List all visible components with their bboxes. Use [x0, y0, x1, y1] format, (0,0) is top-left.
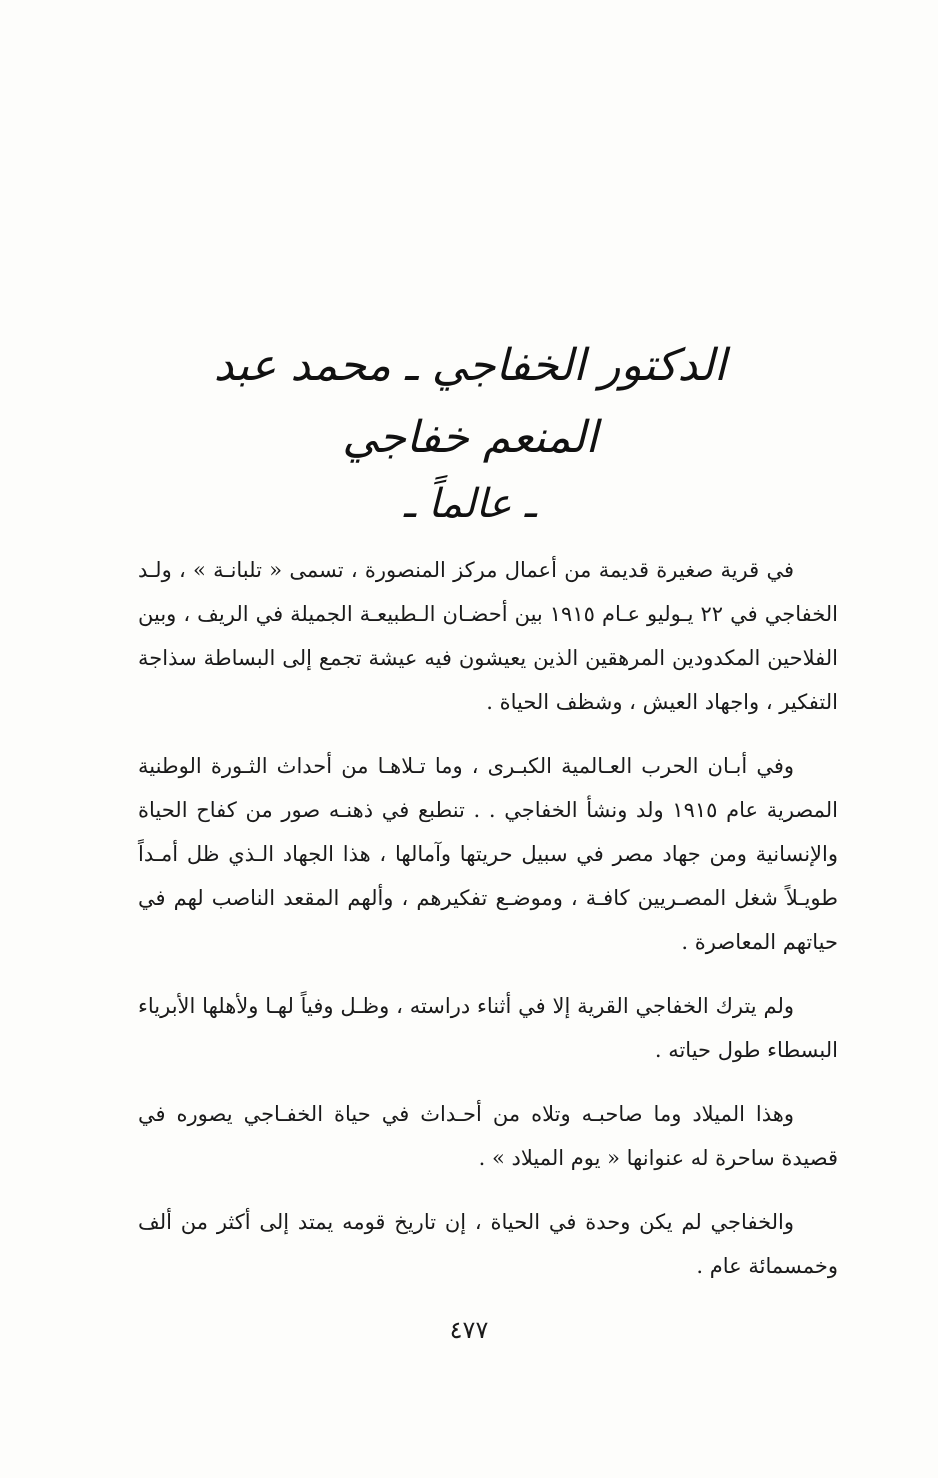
paragraph-3: ولم يترك الخفاجي القرية إلا في أثناء دراسته ، وظـل وفياً لهـا ولأهلها الأبرياء البسطاء طول حياته .: [138, 994, 838, 1062]
chapter-title-line-1: الدكتور الخفاجي ـ محمد عبد المنعم خفاجي: [213, 340, 727, 463]
body-text: [138, 548, 838, 1308]
chapter-title-line-2: ـ عالماً ـ: [403, 481, 537, 527]
page-number: ٤٧٧: [449, 1316, 489, 1344]
paragraph-2: وفي أبـان الحرب العـالمية الكبـرى ، وما تـلاهـا من أحداث الثـورة الوطنية المصرية عام ١٩١٥ ولد ونشأ الخفاجي . . تنطبع في ذهنـه صور من كفاح الحياة والإنسانية ومن جهاد مصر في سبيل حريتها وآمالها ، هذا الجهاد الـذي ظل أمـداً طويـلاً شغل المصـريين كافـة ، وموضـع تفكيرهم ، وألهم المقعد الناصب لهم في حياتهم المعاصرة .: [138, 754, 838, 954]
chapter-title: [160, 330, 780, 534]
paragraph-5: والخفاجي لم يكن وحدة في الحياة ، إن تاريخ قومه يمتد إلى أكثر من ألف وخمسمائة عام .: [138, 1210, 838, 1278]
paragraph-1: في قرية صغيرة قديمة من أعمال مركز المنصورة ، تسمى « تلبانـة » ، ولـد الخفاجي في ٢٢ يـوليو عـام ١٩١٥ بين أحضـان الـطبيعـة الجميلة في الريف ، وبين الفلاحين المكدودين المرهقين الذين يعيشون فيه عيشة تجمع إلى البساطة سذاجة التفكير ، واجهاد العيش ، وشظف الحياة .: [138, 558, 838, 714]
paragraph-4: وهذا الميلاد وما صاحبـه وتلاه من أحـداث في حياة الخفـاجي يصوره في قصيدة ساحرة له عنوانها « يوم الميلاد » .: [138, 1102, 838, 1170]
